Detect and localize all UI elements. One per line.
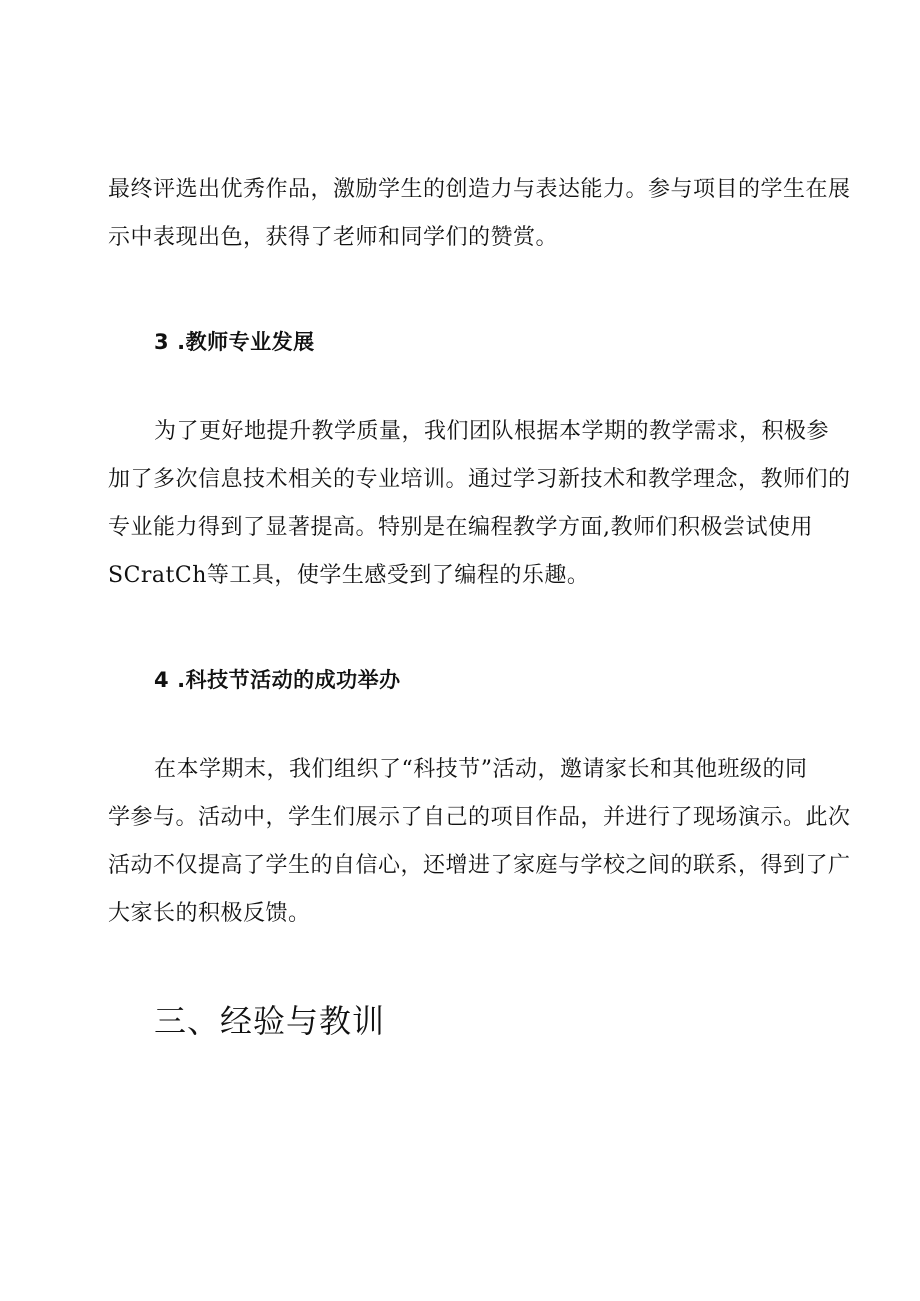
paragraph-teacher-development (108, 408, 851, 600)
paragraph-line: 示中表现出色，获得了老师和同学们的赞赏。 (108, 225, 559, 250)
subheading-teacher-development (154, 326, 315, 356)
subheading-text: .科技节活动的成功举办 (177, 668, 401, 692)
paragraph-line: 学参与。活动中，学生们展示了自己的项目作品，并进行了现场演示。此次 (108, 805, 851, 830)
paragraph-tech-festival (108, 746, 851, 938)
paragraph-line: 最终评选出优秀作品，激励学生的创造力与表达能力。参与项目的学生在展 (108, 177, 851, 202)
paragraph-line: SCratCh等工具，使学生感受到了编程的乐趣。 (108, 563, 590, 588)
paragraph-line: 专业能力得到了显著提高。特别是在编程教学方面,教师们积极尝试使用 (108, 515, 813, 540)
subheading-text: .教师专业发展 (177, 330, 315, 354)
paragraph-line: 为了更好地提升教学质量，我们团队根据本学期的教学需求，积极参 (154, 419, 830, 444)
paragraph-line: 在本学期末，我们组织了“科技节”活动，邀请家长和其他班级的同 (154, 757, 808, 782)
subheading-tech-festival (154, 664, 401, 694)
paragraph-award-result (108, 166, 851, 262)
section-title-lessons: 三、经验与教训 (154, 1002, 386, 1040)
paragraph-line: 活动不仅提高了学生的自信心，还增进了家庭与学校之间的联系，得到了广 (108, 853, 851, 878)
subheading-number: 4 (154, 668, 170, 692)
paragraph-line: 大家长的积极反馈。 (108, 901, 311, 926)
subheading-number: 3 (154, 330, 170, 354)
paragraph-line: 加了多次信息技术相关的专业培训。通过学习新技术和教学理念，教师们的 (108, 467, 851, 492)
